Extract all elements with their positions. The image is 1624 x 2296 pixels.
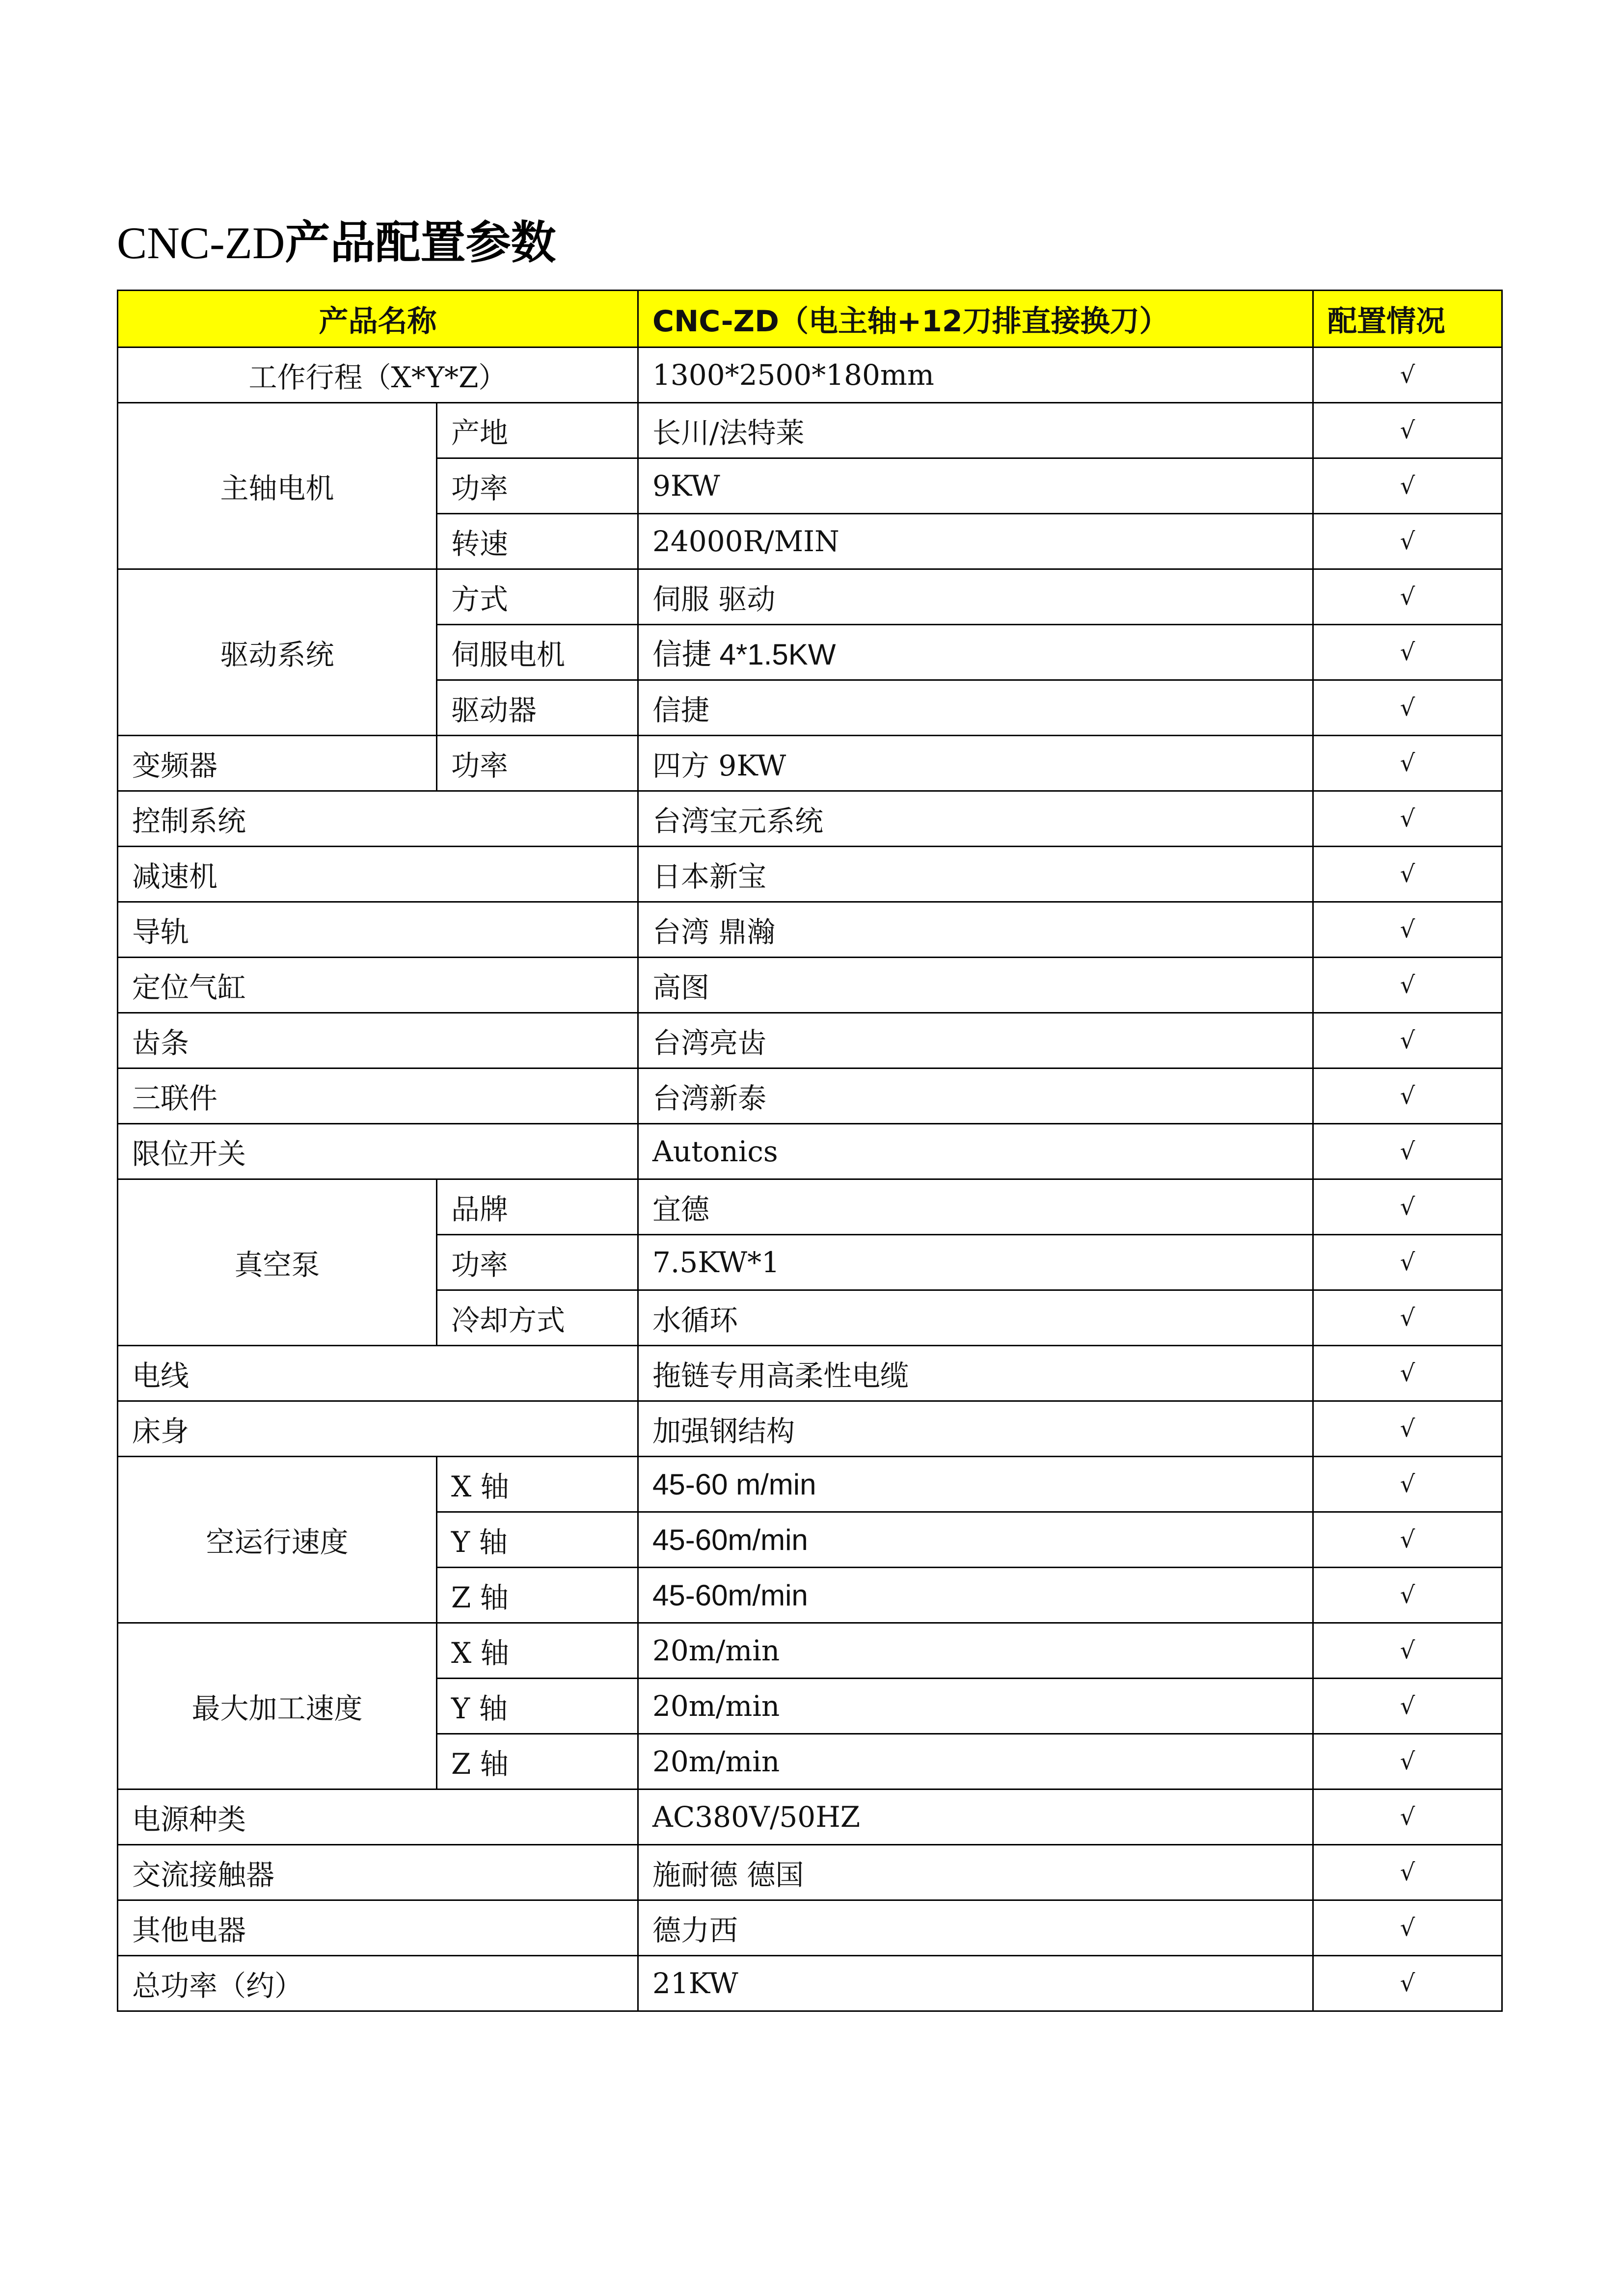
table-row [118,1623,1502,1679]
check-mark: √ [1313,958,1502,1013]
check-mark: √ [1313,1124,1502,1179]
check-mark: √ [1313,1013,1502,1068]
table-row [118,1068,1502,1124]
check-mark: √ [1313,736,1502,791]
row-value: 9KW [638,458,1313,514]
row-value: 高图 [638,958,1313,1013]
row-label: 定位气缸 [118,958,638,1013]
check-mark: √ [1313,1401,1502,1457]
check-mark: √ [1313,1457,1502,1512]
row-sub-label: X 轴 [437,1623,638,1679]
check-mark: √ [1313,1512,1502,1568]
table-row [118,569,1502,625]
page-title [117,211,556,275]
row-sub-label: 冷却方式 [437,1290,638,1346]
row-label: 电源种类 [118,1789,638,1845]
table-row [118,1956,1502,2011]
row-value: 7.5KW*1 [638,1235,1313,1290]
row-label: 齿条 [118,1013,638,1068]
table-header-row [118,291,1502,347]
row-label: 工作行程（X*Y*Z） [118,347,638,403]
row-sub-label: 功率 [437,1235,638,1290]
check-mark: √ [1313,791,1502,847]
row-sub-label: Y 轴 [437,1512,638,1568]
row-sub-label: X 轴 [437,1457,638,1512]
table-row [118,1845,1502,1900]
check-mark: √ [1313,1346,1502,1401]
row-value: 伺服 驱动 [638,569,1313,625]
row-label: 其他电器 [118,1900,638,1956]
check-mark: √ [1313,1845,1502,1900]
row-value: 施耐德 德国 [638,1845,1313,1900]
table-row [118,736,1502,791]
row-group-label: 最大加工速度 [118,1623,437,1789]
row-value: 信捷 [638,680,1313,736]
row-value: 德力西 [638,1900,1313,1956]
row-value: 20m/min [638,1623,1313,1679]
row-value: 长川/法特莱 [638,403,1313,458]
row-sub-label: 转速 [437,514,638,569]
row-sub-label: 伺服电机 [437,625,638,680]
row-label: 床身 [118,1401,638,1457]
row-sub-label: Z 轴 [437,1734,638,1789]
check-mark: √ [1313,403,1502,458]
row-value: 宜德 [638,1179,1313,1235]
row-sub-label: 品牌 [437,1179,638,1235]
row-group-label: 主轴电机 [118,403,437,569]
row-value: 台湾亮齿 [638,1013,1313,1068]
row-value: 四方 9KW [638,736,1313,791]
check-mark: √ [1313,625,1502,680]
row-label: 总功率（约） [118,1956,638,2011]
table-row [118,1457,1502,1512]
table-row [118,1013,1502,1068]
row-value: 信捷 4*1.5KW [638,625,1313,680]
row-sub-label: 功率 [437,736,638,791]
row-value: 日本新宝 [638,847,1313,902]
table-row [118,1346,1502,1401]
row-label: 导轨 [118,902,638,958]
page-title-text: 产品配置参数 [285,216,556,269]
row-value: 台湾新泰 [638,1068,1313,1124]
row-label: 三联件 [118,1068,638,1124]
header-status: 配置情况 [1313,291,1502,347]
check-mark: √ [1313,347,1502,403]
check-mark: √ [1313,1290,1502,1346]
row-sub-label: 产地 [437,403,638,458]
check-mark: √ [1313,458,1502,514]
row-value: 台湾 鼎瀚 [638,902,1313,958]
row-value: 台湾宝元系统 [638,791,1313,847]
check-mark: √ [1313,902,1502,958]
check-mark: √ [1313,1623,1502,1679]
check-mark: √ [1313,1956,1502,2011]
row-value: 45-60 m/min [638,1457,1313,1512]
row-value: 水循环 [638,1290,1313,1346]
row-group-label: 空运行速度 [118,1457,437,1623]
row-sub-label: 方式 [437,569,638,625]
row-label: 变频器 [118,736,437,791]
row-sub-label: Z 轴 [437,1568,638,1623]
row-value: 拖链专用高柔性电缆 [638,1346,1313,1401]
row-label: 电线 [118,1346,638,1401]
check-mark: √ [1313,847,1502,902]
check-mark: √ [1313,1734,1502,1789]
check-mark: √ [1313,1235,1502,1290]
table-row [118,1124,1502,1179]
row-sub-label: 驱动器 [437,680,638,736]
page-title-model: CNC-ZD [117,218,285,268]
check-mark: √ [1313,1679,1502,1734]
table-row [118,791,1502,847]
table-row [118,347,1502,403]
check-mark: √ [1313,680,1502,736]
table-row [118,403,1502,458]
row-group-label: 驱动系统 [118,569,437,736]
table-row [118,1900,1502,1956]
check-mark: √ [1313,1568,1502,1623]
row-sub-label: 功率 [437,458,638,514]
row-value: 24000R/MIN [638,514,1313,569]
check-mark: √ [1313,1179,1502,1235]
row-group-label: 真空泵 [118,1179,437,1346]
table-row [118,1401,1502,1457]
row-label: 控制系统 [118,791,638,847]
row-value: 21KW [638,1956,1313,2011]
table-row [118,847,1502,902]
row-label: 限位开关 [118,1124,638,1179]
table-row [118,1789,1502,1845]
row-value: 20m/min [638,1679,1313,1734]
row-value: 20m/min [638,1734,1313,1789]
check-mark: √ [1313,1068,1502,1124]
header-product-name: 产品名称 [118,291,638,347]
table-row [118,902,1502,958]
table-row [118,958,1502,1013]
row-sub-label: Y 轴 [437,1679,638,1734]
row-value: 45-60m/min [638,1568,1313,1623]
row-value: 1300*2500*180mm [638,347,1313,403]
header-model: CNC-ZD（电主轴+12刀排直接换刀） [638,291,1313,347]
row-value: AC380V/50HZ [638,1789,1313,1845]
check-mark: √ [1313,514,1502,569]
table-row [118,1179,1502,1235]
check-mark: √ [1313,1789,1502,1845]
row-label: 交流接触器 [118,1845,638,1900]
check-mark: √ [1313,569,1502,625]
row-value: Autonics [638,1124,1313,1179]
row-value: 45-60m/min [638,1512,1313,1568]
row-value: 加强钢结构 [638,1401,1313,1457]
spec-table [117,290,1503,2012]
row-label: 减速机 [118,847,638,902]
check-mark: √ [1313,1900,1502,1956]
